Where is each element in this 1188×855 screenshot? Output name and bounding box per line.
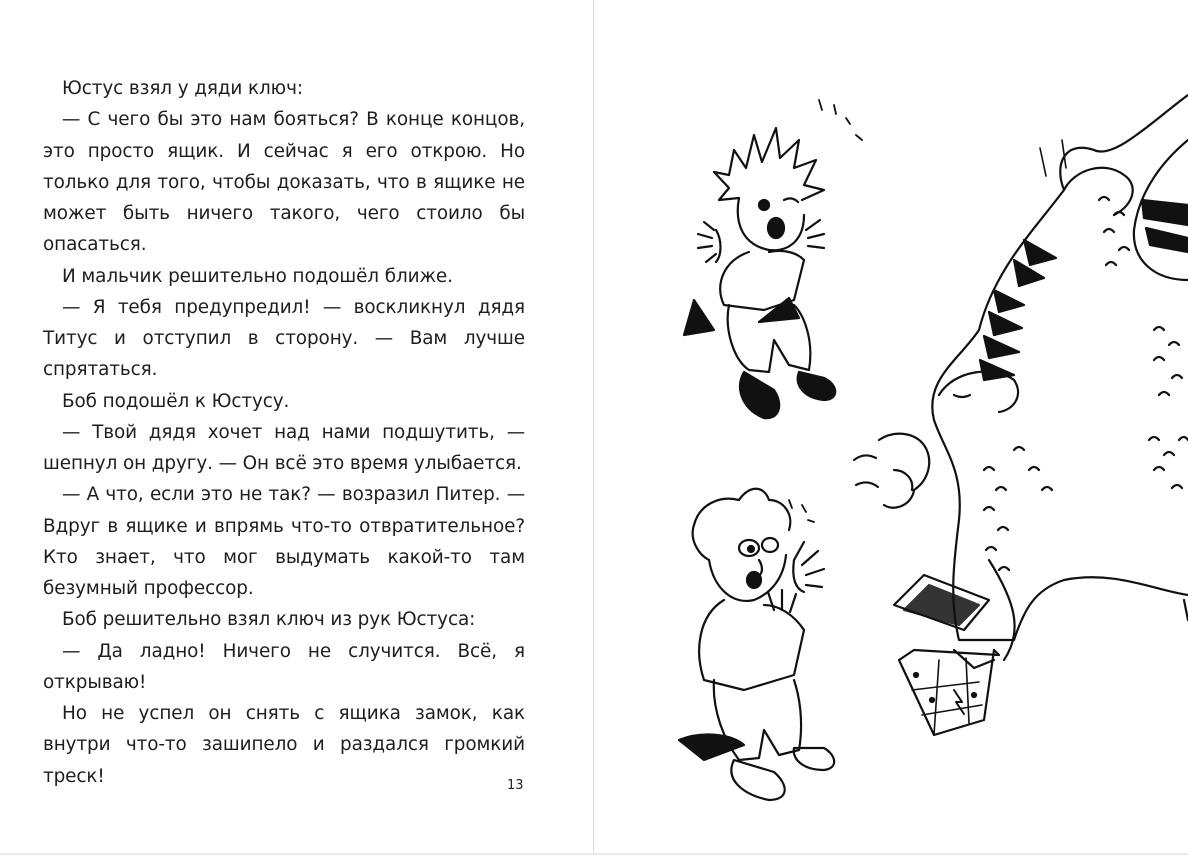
- paragraph: Юстус взял у дяди ключ:: [62, 78, 303, 99]
- open-chest: [894, 575, 999, 735]
- paragraph: Но не успел он снять с ящика замок, как внутри что-то зашипело и раздался громкий треск!: [43, 703, 525, 787]
- paragraph: — С чего бы это нам бояться? В конце концов, это просто ящик. И сейчас я его открою. Но только для того, чтобы доказать, что в ящике не может быть ничего такого, чего стоило бы опасаться.: [43, 109, 525, 256]
- paragraph: И мальчик решительно подошёл ближе.: [62, 265, 453, 287]
- comic-illustration: [594, 0, 1188, 853]
- curly-hair-boy: [679, 489, 834, 800]
- left-page: [0, 0, 594, 853]
- monster-figure: [854, 95, 1188, 668]
- story-text: [43, 73, 525, 792]
- paragraph: — А что, если это не так? — возразил Питер. — Вдруг в ящике и впрямь что-то отвратительное? Кто знает, что мог выдумать какой-то там безумный профессор.: [43, 484, 525, 599]
- paragraph: Боб подошёл к Юстусу.: [62, 390, 290, 412]
- paragraph: — Да ладно! Ничего не случится. Всё, я открываю!: [43, 640, 525, 693]
- page-number: 13: [507, 778, 524, 793]
- right-page: [594, 0, 1188, 853]
- spiky-hair-boy: [684, 100, 862, 418]
- paragraph: — Твой дядя хочет над нами подшутить, — шепнул он другу. — Он всё это время улыбается.: [43, 421, 525, 474]
- paragraph: — Я тебя предупредил! — воскликнул дядя Титус и отступил в сторону. — Вам лучше спрятаться.: [43, 296, 525, 381]
- paragraph: Боб решительно взял ключ из рук Юстуса:: [62, 609, 476, 631]
